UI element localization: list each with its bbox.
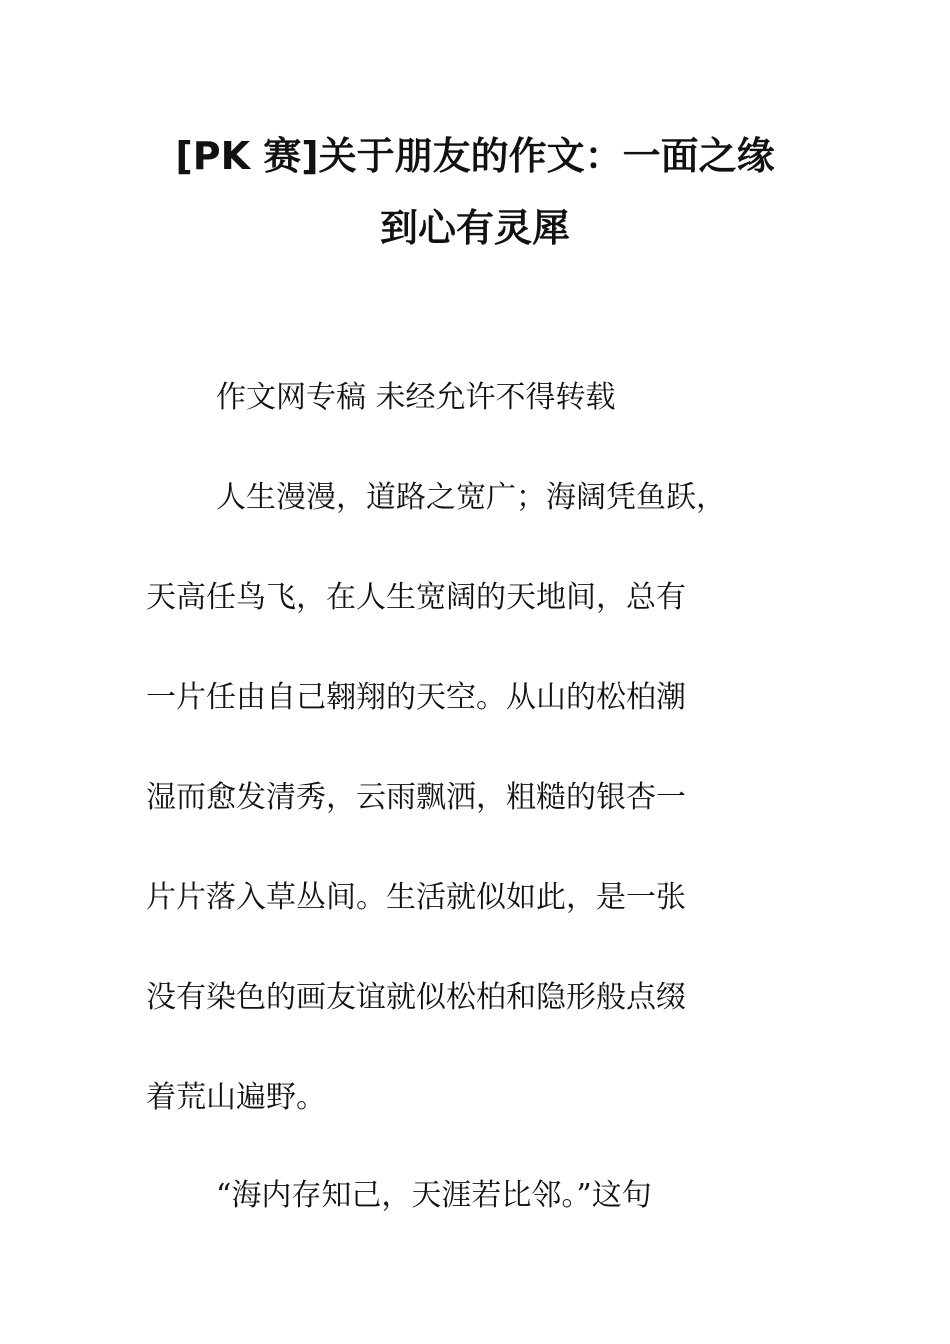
paragraph-1-line: 没有染色的画友谊就似松柏和隐形般点缀 bbox=[146, 980, 686, 1015]
paragraph-1-line: 着荒山遍野。 bbox=[146, 1080, 326, 1115]
document-title-line-1: [PK 赛]关于朋友的作文：一面之缘 bbox=[175, 134, 775, 178]
copyright-notice: 作文网专稿 未经允许不得转载 bbox=[216, 380, 616, 415]
paragraph-2-line: “海内存知己，天涯若比邻。”这句 bbox=[216, 1178, 652, 1213]
paragraph-1-line: 人生漫漫，道路之宽广；海阔凭鱼跃， bbox=[216, 480, 726, 515]
paragraph-1-line: 天高任鸟飞，在人生宽阔的天地间，总有 bbox=[146, 580, 686, 615]
paragraph-1-line: 片片落入草丛间。生活就似如此，是一张 bbox=[146, 880, 686, 915]
paragraph-1-line: 一片任由自己翱翔的天空。从山的松柏潮 bbox=[146, 680, 686, 715]
paragraph-1-line: 湿而愈发清秀，云雨飘洒，粗糙的银杏一 bbox=[146, 780, 686, 815]
document-title-line-2: 到心有灵犀 bbox=[379, 206, 570, 250]
